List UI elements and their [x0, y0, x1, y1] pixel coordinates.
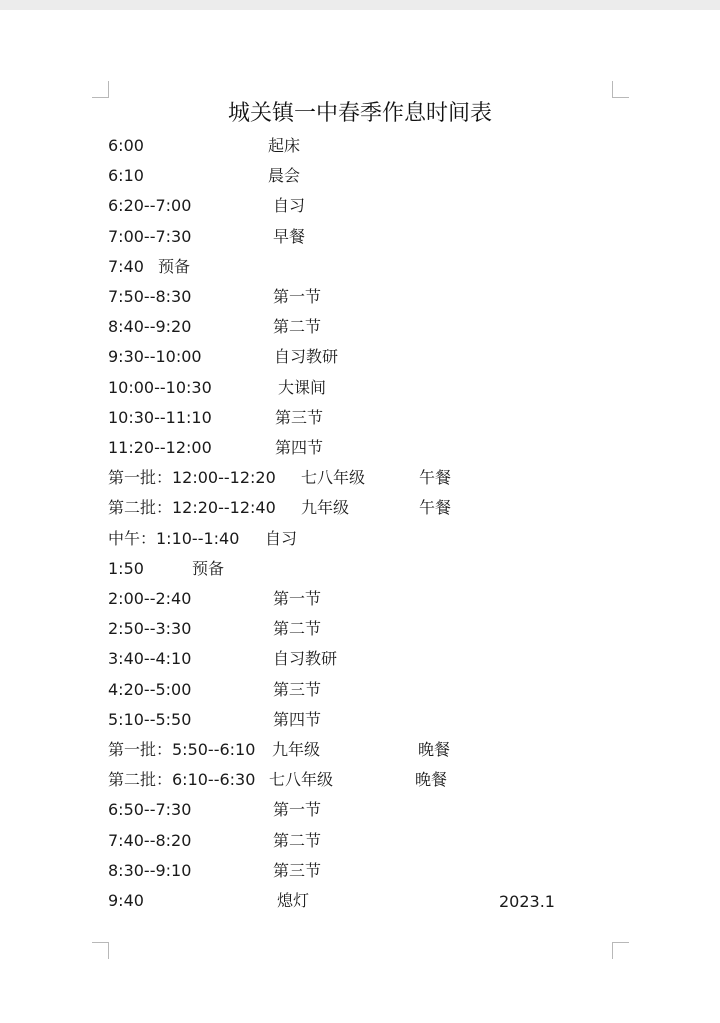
schedule-time: 7:50--8:30 — [108, 287, 192, 306]
schedule-row — [0, 433, 720, 463]
schedule-time: 第一批：12:00--12:20 — [108, 468, 276, 488]
page-corner-mark-top-left — [92, 81, 109, 98]
schedule-activity: 七八年级 — [301, 468, 366, 488]
schedule-activity: 第一节 — [273, 800, 322, 820]
schedule-row — [0, 705, 720, 735]
schedule-time: 第一批：5:50--6:10 — [108, 740, 256, 759]
schedule-row — [0, 282, 720, 312]
schedule-activity: 第二节 — [273, 619, 322, 639]
schedule-row — [0, 826, 720, 856]
schedule-meal: 晚餐 — [415, 770, 448, 790]
schedule-row — [0, 493, 720, 523]
schedule-row — [0, 131, 720, 161]
schedule-meal: 晚餐 — [418, 740, 451, 759]
schedule-activity: 预备 — [192, 558, 225, 578]
schedule-activity: 起床 — [268, 136, 301, 155]
schedule-row — [0, 342, 720, 372]
schedule-time: 2:50--3:30 — [108, 619, 192, 639]
schedule-time: 6:50--7:30 — [108, 800, 192, 820]
schedule-row — [0, 675, 720, 705]
schedule-time: 11:20--12:00 — [108, 438, 212, 457]
schedule-time: 3:40--4:10 — [108, 649, 192, 669]
document-title: 城关镇一中春季作息时间表 — [227, 101, 492, 126]
schedule-row — [0, 886, 720, 916]
schedule-activity: 第三节 — [275, 407, 324, 427]
schedule-activity: 第三节 — [273, 860, 322, 880]
schedule-row — [0, 554, 720, 584]
schedule-activity: 九年级 — [301, 498, 350, 518]
schedule-meal: 午餐 — [419, 468, 452, 488]
schedule-time: 6:00 — [108, 136, 144, 155]
schedule-time: 9:30--10:00 — [108, 347, 202, 367]
schedule-time: 4:20--5:00 — [108, 679, 192, 699]
schedule-activity: 七八年级 — [269, 770, 334, 790]
schedule-activity: 早餐 — [273, 226, 306, 246]
schedule-activity: 第四节 — [273, 709, 322, 729]
schedule-row — [0, 524, 720, 554]
schedule-activity: 第二节 — [273, 830, 322, 850]
schedule-time: 1:50 — [108, 558, 144, 578]
schedule-activity: 第二节 — [273, 317, 322, 337]
schedule-time: 2:00--2:40 — [108, 589, 192, 608]
schedule-activity: 自习 — [273, 196, 306, 216]
schedule-row — [0, 795, 720, 825]
schedule-row — [0, 463, 720, 493]
schedule-activity: 第一节 — [273, 287, 322, 306]
schedule-row — [0, 373, 720, 403]
page-corner-mark-top-right — [612, 81, 629, 98]
schedule-time: 7:40--8:20 — [108, 830, 192, 850]
schedule-row — [0, 403, 720, 433]
schedule-time: 5:10--5:50 — [108, 709, 192, 729]
schedule-time: 10:30--11:10 — [108, 407, 212, 427]
schedule-time: 9:40 — [108, 891, 144, 910]
schedule-time: 中午：1:10--1:40 — [108, 528, 240, 548]
schedule-activity: 自习 — [265, 528, 298, 548]
schedule-activity: 熄灯 — [277, 891, 310, 910]
top-strip — [0, 0, 720, 10]
schedule-activity: 晨会 — [268, 166, 301, 186]
page-corner-mark-bottom-right — [612, 942, 629, 959]
schedule-time: 6:10 — [108, 166, 144, 186]
page-corner-mark-bottom-left — [92, 942, 109, 959]
schedule-time: 第二批：12:20--12:40 — [108, 498, 276, 518]
schedule-row — [0, 856, 720, 886]
schedule-activity: 第三节 — [273, 679, 322, 699]
schedule-activity: 第四节 — [275, 438, 324, 457]
schedule-row — [0, 191, 720, 221]
schedule-row — [0, 584, 720, 614]
document-date: 2023.1 — [499, 892, 555, 911]
schedule-time: 8:40--9:20 — [108, 317, 192, 337]
schedule-time: 10:00--10:30 — [108, 377, 212, 397]
schedule-meal: 午餐 — [419, 498, 452, 518]
schedule-time: 6:20--7:00 — [108, 196, 192, 216]
schedule-time: 7:40 — [108, 256, 144, 276]
schedule-activity: 预备 — [158, 256, 191, 276]
schedule-activity: 第一节 — [273, 589, 322, 608]
schedule-activity: 九年级 — [272, 740, 321, 759]
schedule-row — [0, 161, 720, 191]
schedule-row — [0, 735, 720, 765]
schedule-time: 7:00--7:30 — [108, 226, 192, 246]
schedule-activity: 自习教研 — [274, 347, 339, 367]
schedule-row — [0, 644, 720, 674]
schedule-row — [0, 765, 720, 795]
schedule-row — [0, 312, 720, 342]
schedule-time: 8:30--9:10 — [108, 860, 192, 880]
schedule-row — [0, 614, 720, 644]
schedule-row — [0, 222, 720, 252]
schedule-time: 第二批：6:10--6:30 — [108, 770, 256, 790]
schedule-activity: 自习教研 — [273, 649, 338, 669]
schedule-activity: 大课间 — [278, 377, 327, 397]
schedule-row — [0, 252, 720, 282]
